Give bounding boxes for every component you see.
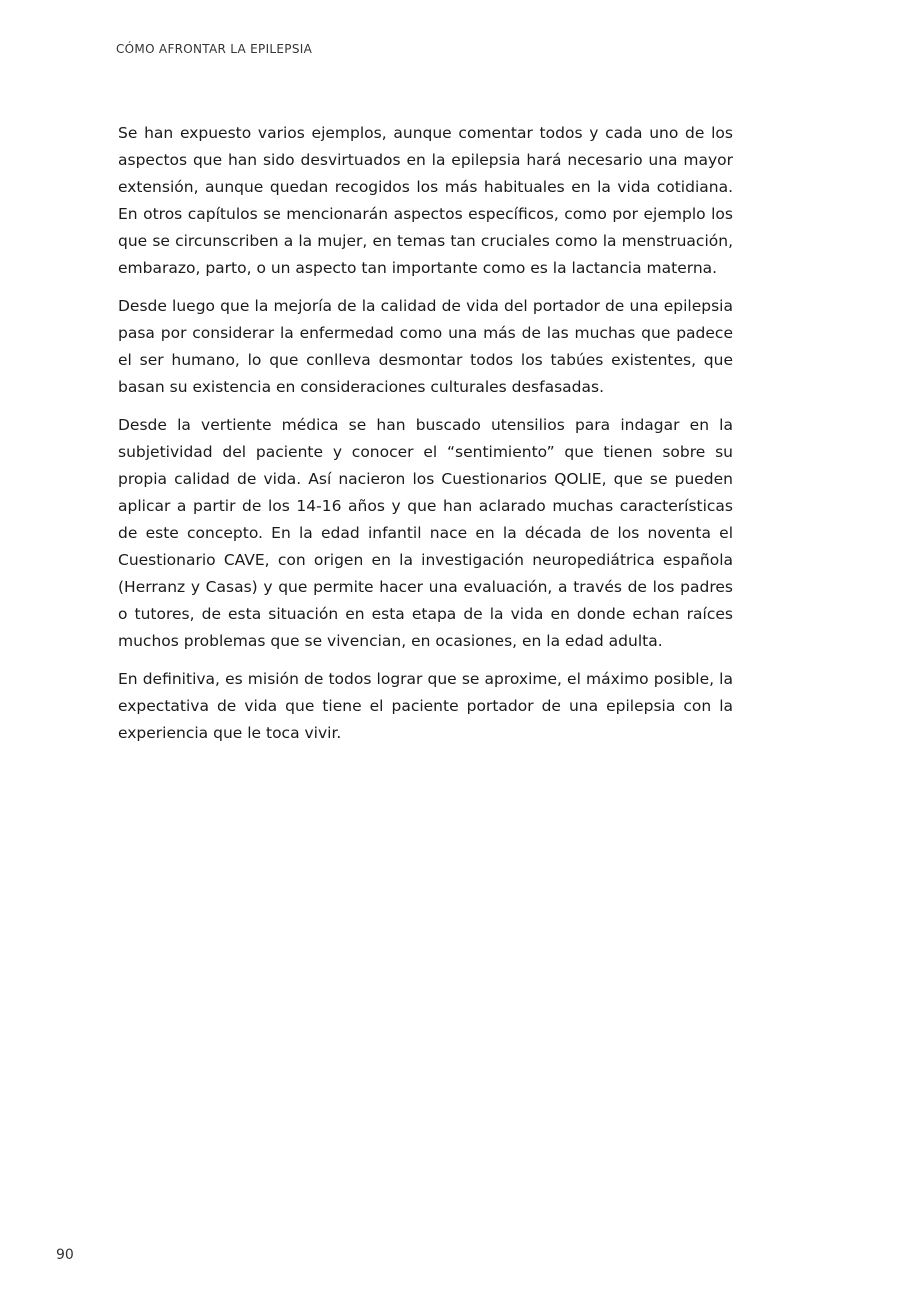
paragraph-4: En definitiva, es misión de todos lograr que se aproxime, el máximo posible, la expectativa de vida que tiene el paciente portador de una epilepsia con la experiencia que le toca vivir. [118, 670, 733, 742]
paragraph-3: Desde la vertiente médica se han buscado utensilios para indagar en la subjetividad del paciente y conocer el “sentimiento” que tienen sobre su propia calidad de vida. Así nacieron los Cuestionarios QOLIE, que se pueden aplicar a partir de los 14-16 años y que han aclarado muchas características de este concepto. En la edad infantil nace en la década de los noventa el Cuestionario CAVE, con origen en la investigación neuropediátrica española (Herranz y Casas) y que permite hacer una evaluación, a través de los padres o tutores, de esta situación en esta etapa de la vida en donde echan raíces muchos problemas que se vivencian, en ocasiones, en la edad adulta. [118, 416, 733, 650]
paragraph-1: Se han expuesto varios ejemplos, aunque comentar todos y cada uno de los aspectos que han sido desvirtuados en la epilepsia hará necesario una mayor extensión, aunque quedan recogidos los más habituales en la vida cotidiana. En otros capítulos se mencionarán aspectos específicos, como por ejemplo los que se circunscriben a la mujer, en temas tan cruciales como la menstruación, embarazo, parto, o un aspecto tan importante como es la lactancia materna. [118, 124, 733, 277]
paragraph-2: Desde luego que la mejoría de la calidad de vida del portador de una epilepsia pasa por considerar la enfermedad como una más de las muchas que padece el ser humano, lo que conlleva desmontar todos los tabúes existentes, que basan su existencia en consideraciones culturales desfasadas. [118, 297, 733, 396]
page-number: 90 [56, 1247, 74, 1263]
body-text [118, 120, 733, 758]
running-header: CÓMO AFRONTAR LA EPILEPSIA [116, 42, 313, 56]
